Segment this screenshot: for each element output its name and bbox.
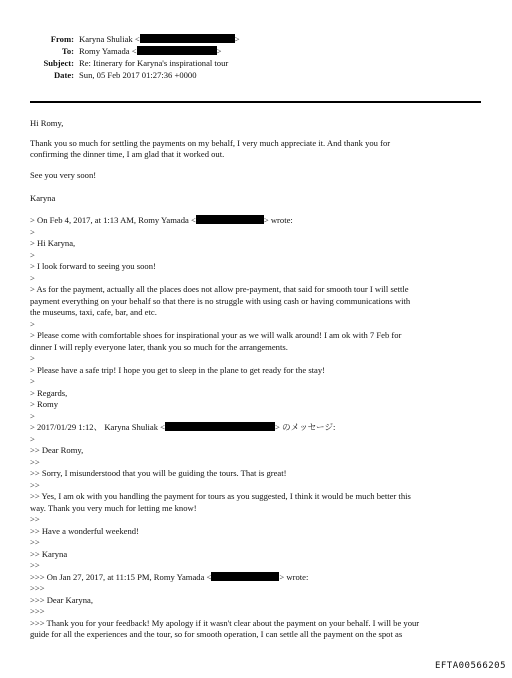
quote-line: >>> Thank you for your feedback! My apology if it wasn't clear about the payment on your behalf. I will be your (30, 618, 420, 628)
quote-text: > のメッセージ: (275, 422, 336, 432)
quote-line: >> (30, 457, 40, 467)
quote-line: > (30, 411, 35, 421)
greeting: Hi Romy, (30, 118, 64, 128)
quote-text: > 2017/01/29 1:12、 Karyna Shuliak < (30, 422, 166, 432)
quote-line: >> Dear Romy, (30, 445, 84, 455)
to-value (79, 45, 221, 57)
quote-line: payment everything on your behalf so that there is no struggle with using cash or having communications with (30, 296, 411, 306)
quote-line: > (30, 273, 35, 283)
quote-line: >> (30, 560, 40, 570)
quote-line: >> (30, 514, 40, 524)
bracket: > (216, 46, 222, 56)
quote-line: > (30, 376, 35, 386)
body-line: confirming the dinner time, I am glad that it worked out. (30, 149, 225, 159)
redaction-block (140, 34, 235, 43)
header-divider (30, 101, 481, 103)
redaction-block (137, 46, 217, 55)
body-line: See you very soon! (30, 170, 97, 180)
quote-line: > (30, 227, 35, 237)
bracket: > (234, 34, 240, 44)
redaction-block (211, 572, 279, 581)
date-label: Date: (53, 70, 74, 80)
quote-line: > Please have a safe trip! I hope you get to sleep in the plane to get ready for the stay! (30, 365, 326, 375)
quote-line: > I look forward to seeing you soon! (30, 261, 156, 271)
to-label: To: (61, 46, 74, 56)
quote-line: >> Yes, I am ok with you handling the payment for tours as you suggested, I think it would be much better this (30, 491, 411, 501)
quote-line: >> (30, 480, 40, 490)
quote-line: >> Have a wonderful weekend! (30, 526, 139, 536)
quote-line: >>> Dear Karyna, (30, 595, 93, 605)
document-id: EFTA00566205 (434, 661, 506, 671)
quote-line: >>> (30, 606, 45, 616)
quote-text: >>> On Jan 27, 2017, at 11:15 PM, Romy Yamada < (30, 572, 212, 582)
quote-line: > As for the payment, actually all the places does not allow pre-payment, that said for smooth tour I will settle (30, 284, 409, 294)
quote-line: dinner I will reply everyone later, thank you so much for the arrangements. (30, 342, 288, 352)
subject-label: Subject: (43, 58, 74, 68)
quote-line: >>> (30, 583, 45, 593)
quote-header (30, 215, 293, 226)
quote-line: > (30, 250, 35, 260)
subject-value: Re: Itinerary for Karyna's inspirational tour (79, 58, 229, 68)
date-value: Sun, 05 Feb 2017 01:27:36 +0000 (79, 70, 197, 80)
quote-line: > Please come with comfortable shoes for inspirational your as we will walk around! I am ok with 7 Feb for (30, 330, 402, 340)
quote-text: > On Feb 4, 2017, at 1:13 AM, Romy Yamada < (30, 215, 196, 225)
quote-line: > (30, 353, 35, 363)
quote-line: > Regards, (30, 388, 68, 398)
from-name: Karyna Shuliak < (79, 34, 140, 44)
quote-line: way. Thank you very much for letting me know! (30, 503, 197, 513)
quote-header (30, 422, 335, 433)
redaction-block (196, 215, 264, 224)
quote-line: the museums, taxi, cafe, bar, and etc. (30, 307, 157, 317)
quote-line: >> (30, 537, 40, 547)
redaction-block (165, 422, 275, 431)
quote-text: > wrote: (263, 215, 293, 225)
quote-line: > Romy (30, 399, 59, 409)
quote-header (30, 572, 308, 583)
signature: Karyna (30, 193, 56, 203)
body-line: Thank you so much for settling the payments on my behalf, I very much appreciate it. And thank you for (30, 138, 391, 148)
from-label: From: (50, 34, 74, 44)
quote-line: >> Sorry, I misunderstood that you will be guiding the tours. That is great! (30, 468, 287, 478)
quote-text: > wrote: (279, 572, 309, 582)
to-name: Romy Yamada < (79, 46, 137, 56)
quote-line: guide for all the experiences and the tour, so for smooth operation, I can settle all the payment on the spot as (30, 629, 403, 639)
quote-line: >> Karyna (30, 549, 68, 559)
quote-line: > (30, 434, 35, 444)
quote-line: > (30, 319, 35, 329)
from-value (79, 33, 240, 45)
quote-line: > Hi Karyna, (30, 238, 76, 248)
